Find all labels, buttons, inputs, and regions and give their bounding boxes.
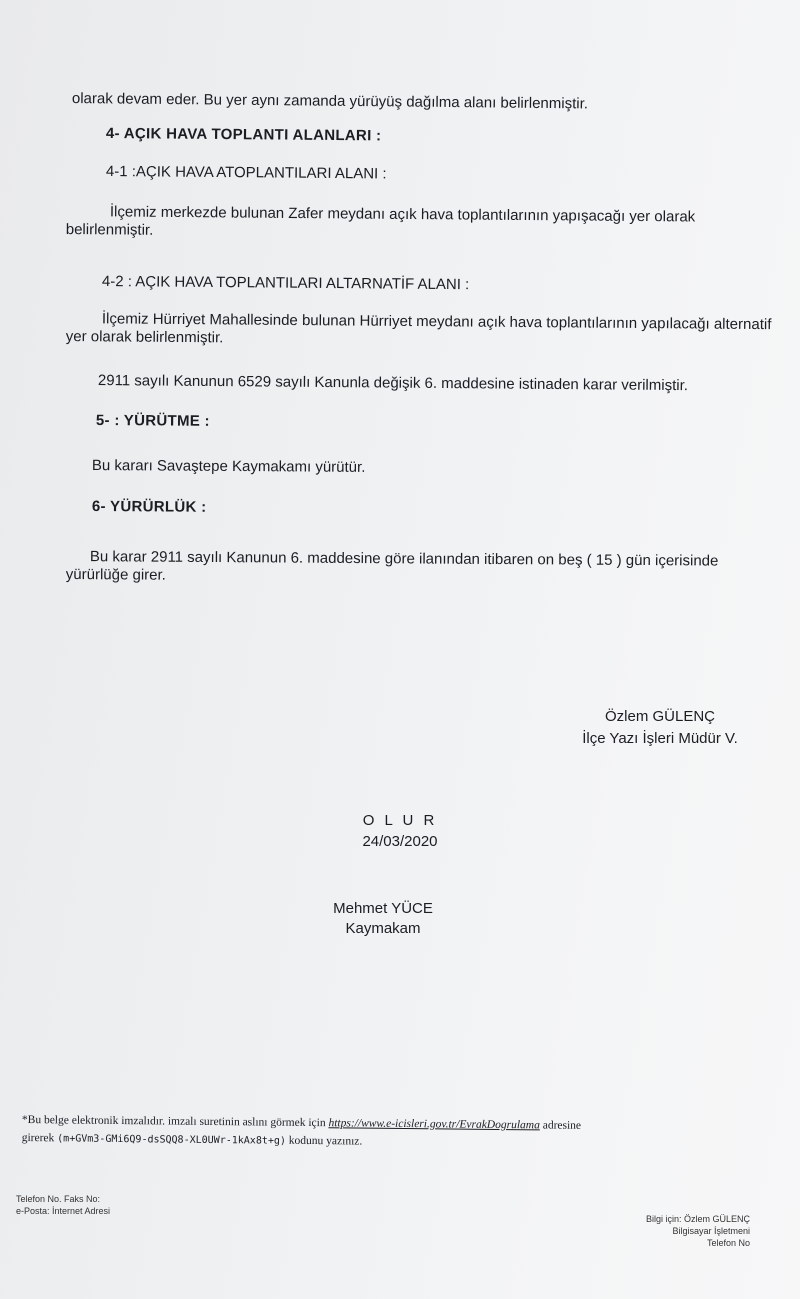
section5-heading: 5- : YÜRÜTME : [95, 412, 210, 430]
signer-name: Özlem GÜLENÇ [604, 708, 716, 725]
section4-1-text: İlçemiz merkezde bulunan Zafer meydanı açık hava toplantılarının yapışacağı yer olarak belirlenmiştir. [65, 203, 696, 239]
note-part1: *Bu belge elektronik imzalıdır. imzalı suretinin aslını görmek için [21, 1114, 326, 1130]
section6-text: Bu karar 2911 sayılı Kanunun 6. maddesine göre ilanından itibaren on beş ( 15 ) gün içerisinde yürürlüğe girer. [65, 548, 719, 584]
section4-1-heading: 4-1 :AÇIK HAVA ATOPLANTILARI ALANI : [105, 163, 387, 183]
continuation-line: olarak devam eder. Bu yer aynı zamanda yürüyüş dağılma alanı belirlenmiştir. [71, 90, 589, 113]
info-phone: Telefon No [706, 1238, 750, 1248]
approval-date: 24/03/2020 [362, 833, 438, 850]
note-part2: adresine [542, 1119, 582, 1132]
verification-link[interactable]: https://www.e-icisleri.gov.tr/EvrakDogrulama [328, 1117, 540, 1132]
law-reference-text: 2911 sayılı Kanunun 6529 sayılı Kanunla değişik 6. maddesine istinaden karar verilmiştir. [97, 372, 689, 395]
section4-2-text: İlçemiz Hürriyet Mahallesinde bulunan Hürriyet meydanı açık hava toplantılarının yapılacağı alternatif yer olarak belirlenmiştir. [65, 310, 772, 347]
verification-code: (m+GVm3-GMi6Q9-dsSQQ8-XL0UWr-1kAx8t+g) [57, 1133, 287, 1147]
verification-note [22, 1113, 774, 1154]
section5-text: Bu kararı Savaştepe Kaymakamı yürütür. [91, 457, 366, 476]
phone-fax-label: Telefon No. Faks No: [16, 1194, 101, 1204]
section4-2-heading: 4-2 : AÇIK HAVA TOPLANTILARI ALTARNATİF ALANI : [101, 273, 470, 294]
approval-label: O L U R [362, 812, 438, 829]
approver-name: Mehmet YÜCE [333, 900, 433, 917]
section6-heading: 6- YÜRÜRLÜK : [91, 498, 207, 516]
signer-title: İlçe Yazı İşleri Müdür V. [582, 730, 738, 747]
info-contact: Bilgi için: Özlem GÜLENÇ [645, 1214, 750, 1224]
approver-title: Kaymakam [345, 920, 421, 937]
note-part3: girerek [21, 1131, 55, 1145]
info-role: Bilgisayar İşletmeni [672, 1226, 750, 1236]
contact-block-right [610, 1213, 750, 1249]
email-web-label: e-Posta: İnternet Adresi [16, 1206, 111, 1216]
contact-block-left [16, 1193, 110, 1217]
section4-heading: 4- AÇIK HAVA TOPLANTI ALANLARI : [105, 125, 382, 145]
note-part4: kodunu yazınız. [288, 1134, 363, 1148]
